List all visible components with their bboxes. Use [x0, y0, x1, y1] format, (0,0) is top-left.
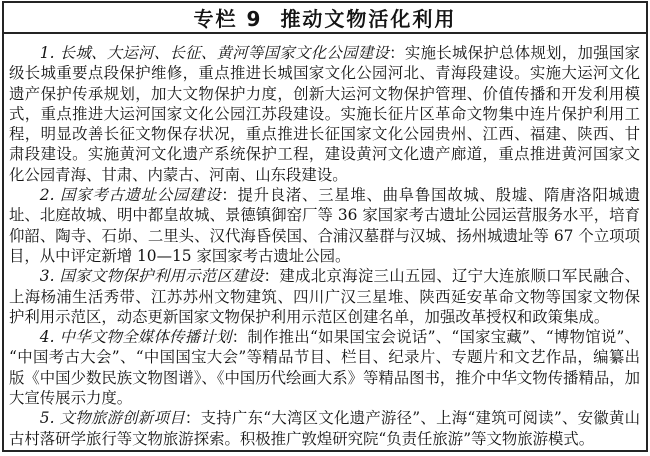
column-item: [9, 43, 640, 185]
column-title-prefix: 专栏 9: [193, 7, 263, 31]
column-item: [9, 185, 640, 266]
item-colon: ：: [389, 44, 405, 62]
item-number-and-heading: 1. 长城、大运河、长征、黄河等国家文化公园建设: [39, 44, 390, 62]
column-item: [9, 408, 640, 449]
item-colon: ：: [263, 267, 280, 286]
item-body-text: 制作推出“如果国宝会说话”、“国家宝藏”、“博物馆说”、“中国考古大会”、“中国国宝大会”等精品节目、栏目、纪录片、专题片和文艺作品，编纂出版《中国少数民族文物图谱》、《中国历代绘画大系》等精品图书，推介中华文物传播精品，加大宣传展示力度。: [9, 328, 641, 408]
item-body-text: 支持广东“大湾区文化遗产游径”、上海“建筑可阅读”、安徽黄山古村落研学旅行等文物旅游探索。积极推广敦煌研究院“负责任旅游”等文物旅游模式。: [9, 409, 640, 448]
item-colon: ：: [184, 409, 201, 428]
column-item: [9, 266, 640, 327]
item-number-and-heading: 3. 国家文物保护利用示范区建设: [39, 267, 264, 286]
item-colon: ：: [231, 328, 248, 347]
column-9-box: [2, 1, 648, 452]
column-item: [9, 327, 640, 408]
item-number-and-heading: 4. 中华文物全媒体传播计划: [39, 328, 232, 347]
column-body: [4, 34, 646, 453]
column-title: [4, 3, 646, 34]
item-colon: ：: [221, 186, 238, 205]
item-body-text: 建成北京海淀三山五园、辽宁大连旅顺口军民融合、上海杨浦生活秀带、江苏苏州文物建筑、四川广汉三星堆、陕西延安革命文物等国家文物保护利用示范区，动态更新国家文物保护利用示范区创建名单，加强改革授权和政策集成。: [9, 267, 640, 326]
item-body-text: 实施长城保护总体规划，加强国家级长城重要点段保护维修，重点推进长城国家文化公园河北、青海段建设。实施大运河文化遗产保护传承规划，加大文物保护力度，创新大运河文物保护管理、价值传播和开发利用模式，重点推进大运河国家文化公园江苏段建设。实施长征片区革命文物集中连片保护利用工程，明显改善长征文物保存状况，重点推进长征国家文化公园贵州、江西、福建、陕西、甘肃段建设。实施黄河文化遗产系统保护工程，建设黄河文化遗产廊道，重点推进黄河国家文化公园青海、甘肃、内蒙古、河南、山东段建设。: [9, 44, 640, 184]
item-number-and-heading: 5. 文物旅游创新项目: [39, 409, 185, 428]
item-body-text: 提升良渚、三星堆、曲阜鲁国故城、殷墟、隋唐洛阳城遗址、北庭故城、明中都皇故城、景德镇御窑厂等 36 家国家考古遗址公园运营服务水平，培育仰韶、陶寺、石峁、二里头、汉代海昏侯国、合浦汉墓群与汉城、扬州城遗址等 67 个立项项目，从中评定新增 10—15 家国家考古遗址公园。: [9, 186, 640, 265]
item-number-and-heading: 2. 国家考古遗址公园建设: [39, 186, 222, 205]
column-title-text: 推动文物活化利用: [280, 7, 457, 31]
